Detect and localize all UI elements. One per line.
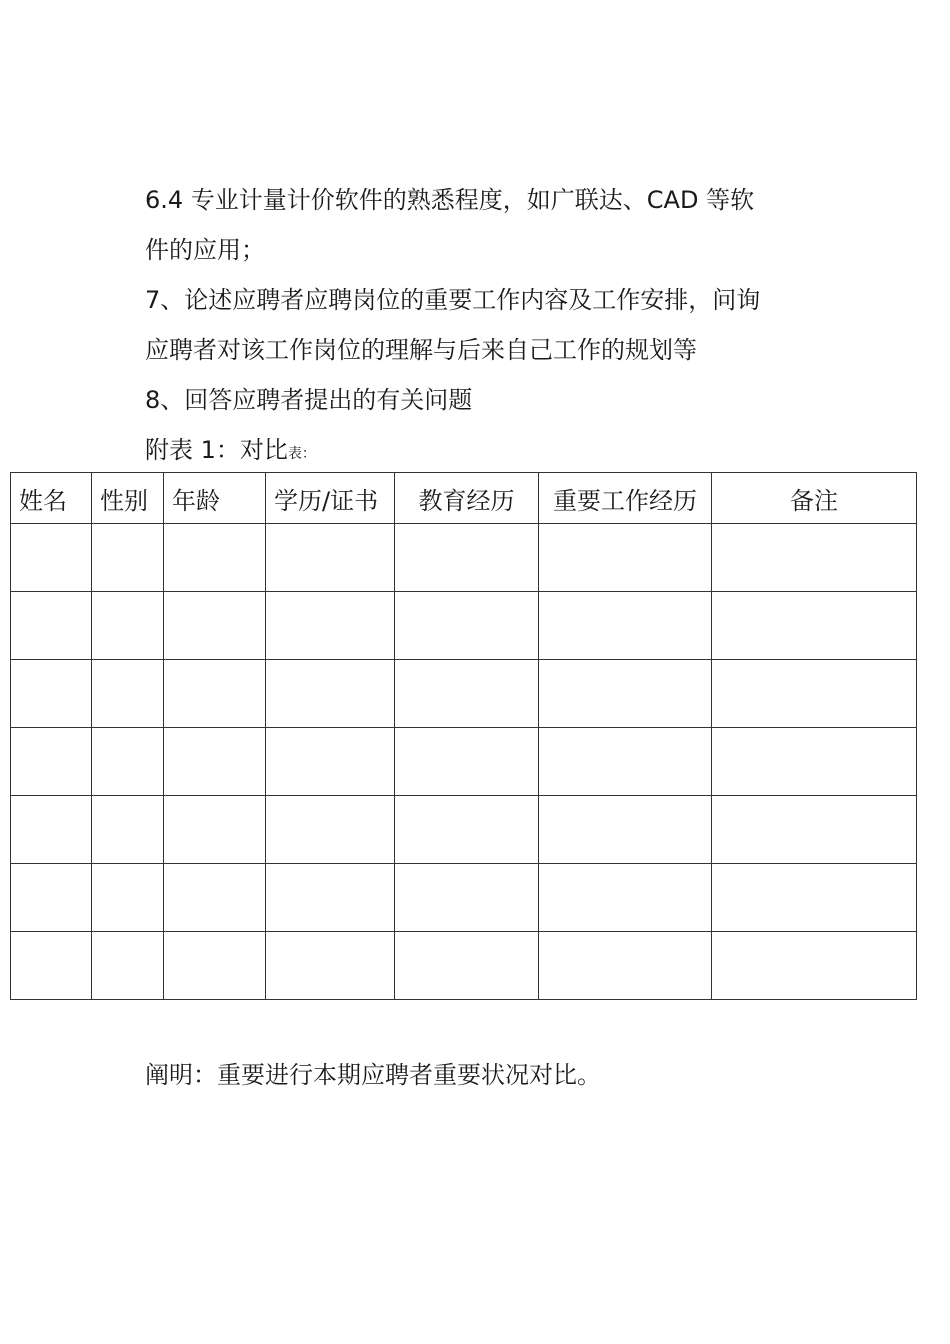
table-body <box>11 524 917 1000</box>
header-education-history: 教育经历 <box>395 473 539 524</box>
table-cell <box>164 592 266 660</box>
table-cell <box>92 864 164 932</box>
table-cell <box>11 864 92 932</box>
table-cell <box>164 932 266 1000</box>
table-cell <box>11 796 92 864</box>
text-line-4: 应聘者对该工作岗位的理解与后来自己工作的规划等 <box>145 336 697 364</box>
table-cell <box>395 592 539 660</box>
table-cell <box>11 932 92 1000</box>
table-row <box>11 796 917 864</box>
table-cell <box>164 864 266 932</box>
table-cell <box>395 524 539 592</box>
table-cell <box>712 524 917 592</box>
table-cell <box>92 524 164 592</box>
table-row <box>11 932 917 1000</box>
table-cell <box>539 728 712 796</box>
header-name: 姓名 <box>11 473 92 524</box>
table-cell <box>92 932 164 1000</box>
table-cell <box>11 592 92 660</box>
table-cell <box>92 660 164 728</box>
text-line-3: 7、论述应聘者应聘岗位的重要工作内容及工作安排，问询 <box>145 286 761 314</box>
table-cell <box>266 728 395 796</box>
table-cell <box>395 932 539 1000</box>
table-cell <box>395 796 539 864</box>
table-cell <box>395 864 539 932</box>
table-cell <box>266 932 395 1000</box>
table-cell <box>539 592 712 660</box>
text-line-1: 6.4 专业计量计价软件的熟悉程度，如广联达、CAD 等软 <box>145 186 755 214</box>
table-row <box>11 864 917 932</box>
table-row <box>11 660 917 728</box>
table-cell <box>164 524 266 592</box>
table-cell <box>92 728 164 796</box>
table-cell <box>92 592 164 660</box>
table-cell <box>164 728 266 796</box>
table-cell <box>164 796 266 864</box>
table-cell <box>92 796 164 864</box>
table-cell <box>266 524 395 592</box>
table-header-row <box>11 473 917 524</box>
table-row <box>11 524 917 592</box>
explanation-note: 阐明：重要进行本期应聘者重要状况对比。 <box>145 1061 601 1089</box>
appendix-suffix: 表： <box>287 446 316 462</box>
table-cell <box>395 660 539 728</box>
table-row <box>11 592 917 660</box>
table-cell <box>539 932 712 1000</box>
appendix-label: 附表 1：对比 <box>145 436 288 464</box>
header-gender: 性别 <box>92 473 164 524</box>
table-cell <box>539 524 712 592</box>
header-remarks: 备注 <box>712 473 917 524</box>
table-cell <box>266 660 395 728</box>
comparison-table <box>10 472 917 1000</box>
table-cell <box>712 728 917 796</box>
table-cell <box>266 864 395 932</box>
text-line-5: 8、回答应聘者提出的有关问题 <box>145 386 473 414</box>
table-cell <box>395 728 539 796</box>
table-cell <box>164 660 266 728</box>
table-cell <box>11 524 92 592</box>
table-cell <box>11 728 92 796</box>
text-line-2: 件的应用； <box>145 236 265 264</box>
table-cell <box>11 660 92 728</box>
table-cell <box>539 864 712 932</box>
header-age: 年龄 <box>164 473 266 524</box>
header-work-experience: 重要工作经历 <box>539 473 712 524</box>
table-cell <box>539 660 712 728</box>
table-cell <box>712 864 917 932</box>
header-education-certificate: 学历/证书 <box>266 473 395 524</box>
table-cell <box>712 796 917 864</box>
appendix-caption <box>145 425 760 479</box>
table-cell <box>266 796 395 864</box>
table-row <box>11 728 917 796</box>
table-cell <box>712 660 917 728</box>
table-cell <box>712 932 917 1000</box>
table-cell <box>539 796 712 864</box>
table-cell <box>266 592 395 660</box>
body-text <box>145 175 760 479</box>
table-cell <box>712 592 917 660</box>
